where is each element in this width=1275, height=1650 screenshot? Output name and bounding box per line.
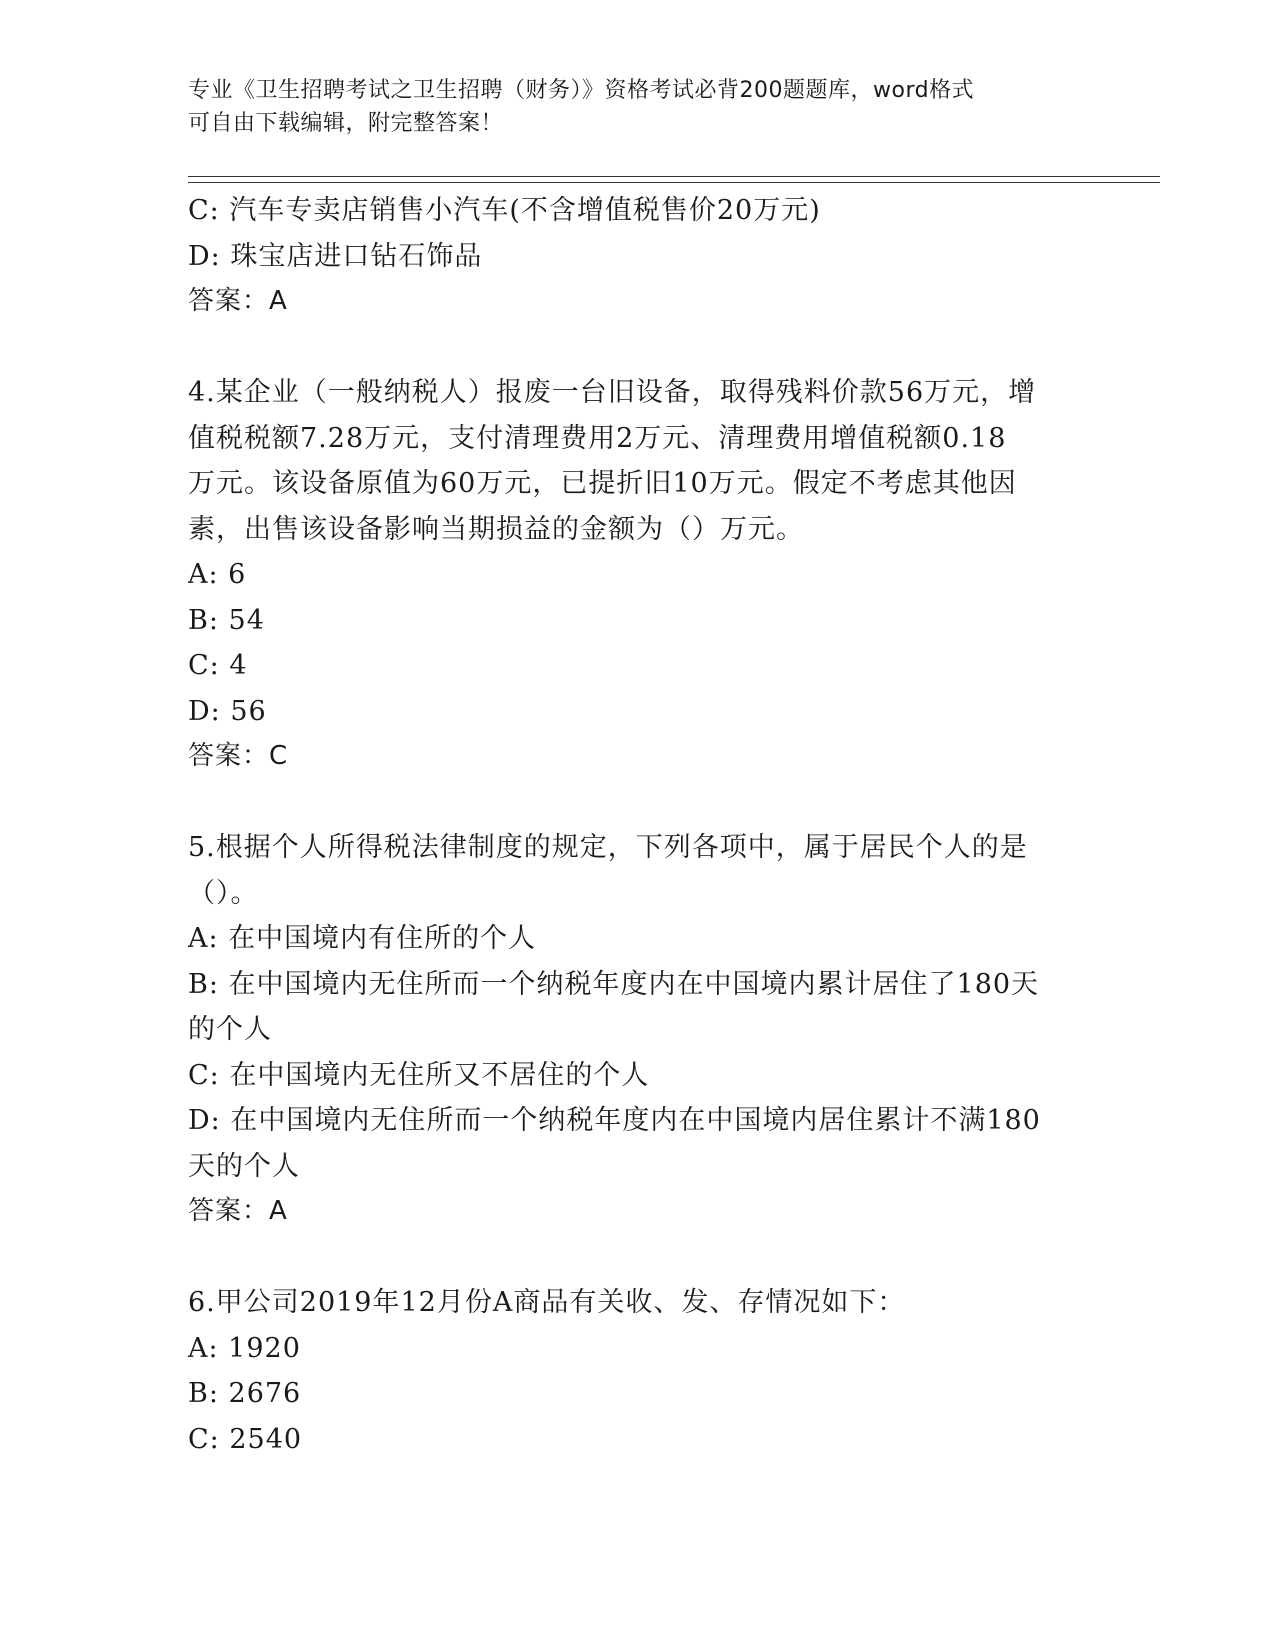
- q5-answer: 答案：A: [188, 1196, 288, 1226]
- spacer: [188, 1235, 1088, 1281]
- q4-stem-line-4: 素，出售该设备影响当期损益的金额为（）万元。: [188, 513, 804, 545]
- document-header: [188, 74, 1088, 140]
- q5-option-b-line-1: B: 在中国境内无住所而一个纳税年度内在中国境内累计居住了180天: [188, 968, 1040, 1000]
- header-rule-bottom: [188, 182, 1160, 183]
- q5-option-a: A: 在中国境内有住所的个人: [188, 923, 537, 954]
- q3-option-c: C: 汽车专卖店销售小汽车(不含增值税售价20万元): [188, 195, 821, 226]
- q4-stem-line-3: 万元。该设备原值为60万元，已提折旧10万元。假定不考虑其他因: [188, 468, 1017, 499]
- q5-stem-line-2: （）。: [188, 877, 259, 909]
- q6-stem: 6.甲公司2019年12月份A商品有关收、发、存情况如下：: [188, 1287, 906, 1318]
- q4-option-c: C: 4: [188, 650, 248, 681]
- q4-option-d: D: 56: [188, 695, 267, 727]
- q3-option-d: D: 珠宝店进口钻石饰品: [188, 240, 483, 272]
- q4-option-b: B: 54: [188, 604, 265, 636]
- q5-stem-line-1: 5.根据个人所得税法律制度的规定，下列各项中，属于居民个人的是: [188, 832, 1028, 863]
- spacer: [188, 325, 1088, 371]
- q6-option-b: B: 2676: [188, 1378, 302, 1409]
- header-rule-top: [188, 176, 1160, 177]
- spacer: [188, 780, 1088, 826]
- header-line-1: 专业《卫生招聘考试之卫生招聘（财务）》资格考试必背200题题库，word格式: [188, 78, 975, 103]
- q6-option-a: A: 1920: [188, 1332, 301, 1364]
- header-line-2: 可自由下载编辑，附完整答案！: [188, 111, 504, 136]
- q4-stem-line-1: 4.某企业（一般纳税人）报废一台旧设备，取得残料价款56万元，增: [188, 377, 1037, 408]
- q4-answer: 答案：C: [188, 741, 289, 771]
- question-content: [188, 188, 1088, 1462]
- q6-option-c: C: 2540: [188, 1423, 303, 1455]
- q5-option-d-line-2: 天的个人: [188, 1150, 300, 1182]
- q5-option-c: C: 在中国境内无住所又不居住的个人: [188, 1059, 650, 1091]
- q4-stem-line-2: 值税税额7.28万元，支付清理费用2万元、清理费用增值税额0.18: [188, 422, 1007, 454]
- q5-option-d-line-1: D: 在中国境内无住所而一个纳税年度内在中国境内居住累计不满180: [188, 1105, 1041, 1136]
- q3-answer: 答案：A: [188, 286, 288, 316]
- q5-option-b-line-2: 的个人: [188, 1014, 272, 1045]
- q4-option-a: A: 6: [188, 559, 247, 590]
